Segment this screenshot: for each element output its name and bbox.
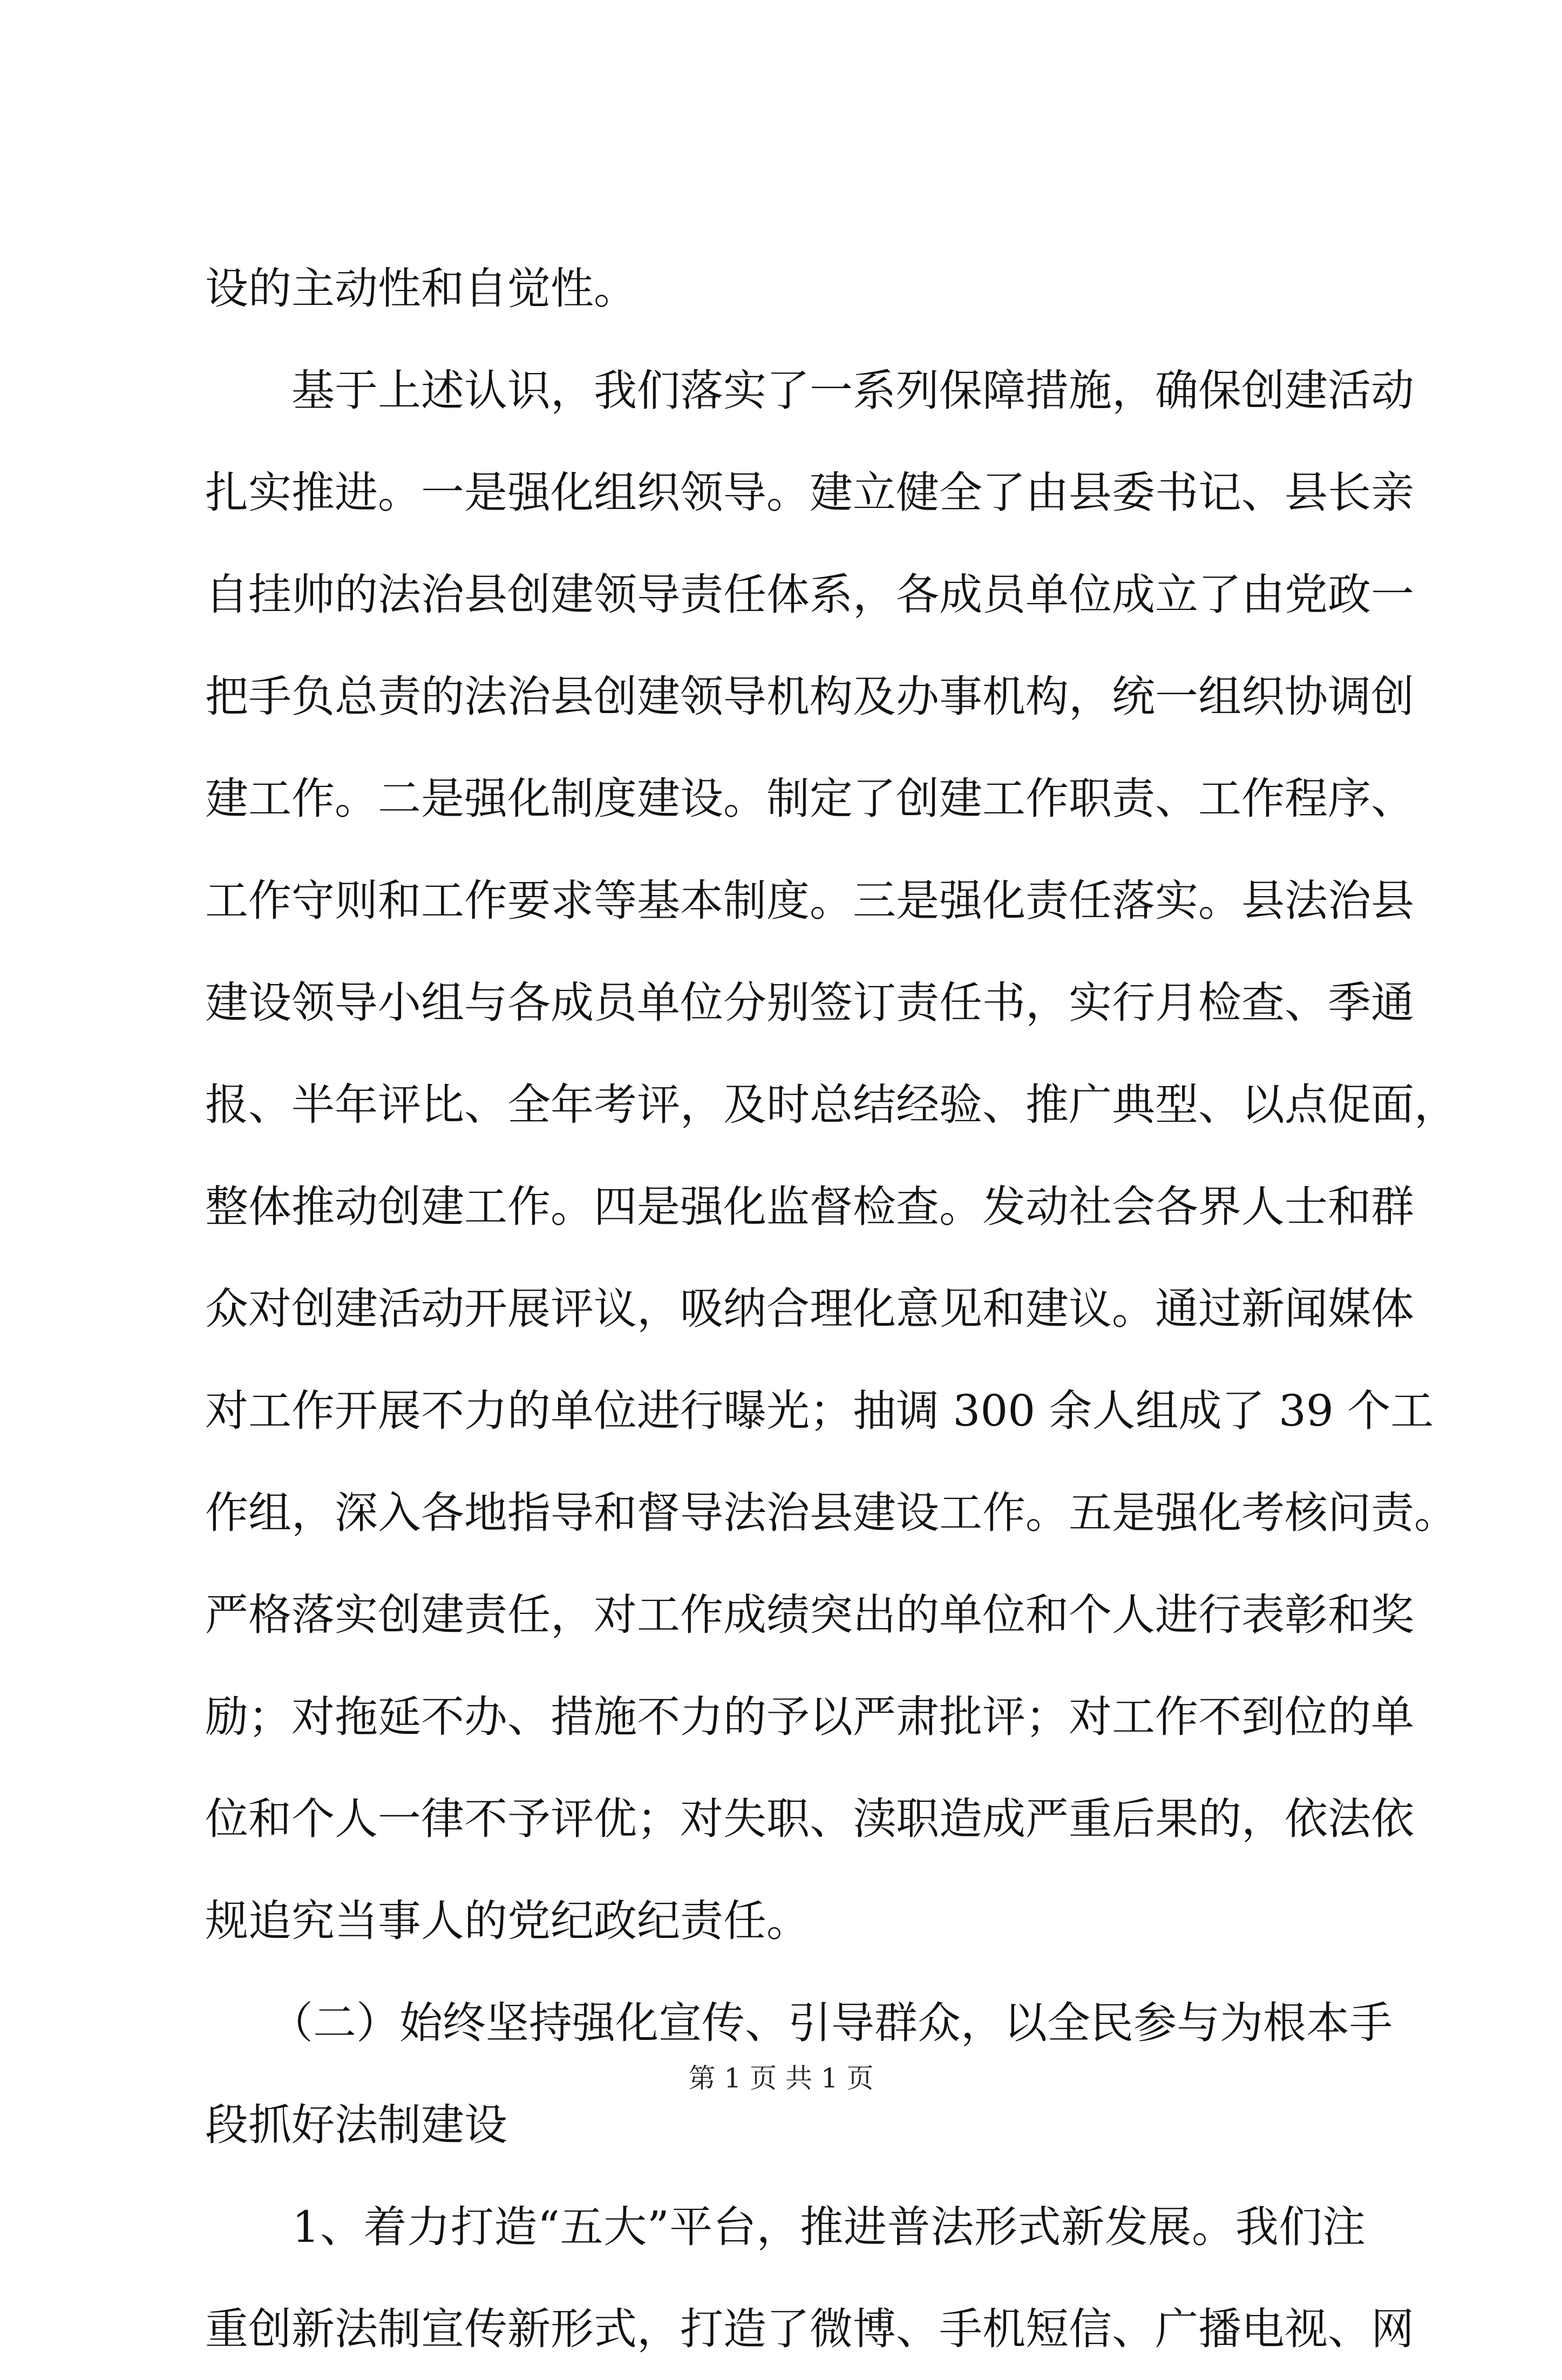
text-line: 对工作开展不力的单位进行曝光；抽调 300 余人组成了 39 个工 xyxy=(205,1386,1434,1436)
text-line: 励；对拖延不办、措施不力的予以严肃批评；对工作不到位的单 xyxy=(205,1692,1414,1742)
text-line: 严格落实创建责任，对工作成绩突出的单位和个人进行表彰和奖 xyxy=(205,1590,1414,1640)
text-line: （二）始终坚持强化宣传、引导群众，以全民参与为根本手 xyxy=(205,1998,1393,2048)
text-line: 工作守则和工作要求等基本制度。三是强化责任落实。县法治县 xyxy=(205,876,1414,926)
text-line: 设的主动性和自觉性。 xyxy=(205,263,637,314)
text-line: 规追究当事人的党纪政纪责任。 xyxy=(205,1896,810,1946)
text-line: 位和个人一律不予评优；对失职、渎职造成严重后果的，依法依 xyxy=(205,1794,1414,1844)
text-line: 基于上述认识，我们落实了一系列保障措施，确保创建活动 xyxy=(205,365,1414,416)
text-line: 作组，深入各地指导和督导法治县建设工作。五是强化考核问责。 xyxy=(205,1488,1457,1538)
text-line: 建工作。二是强化制度建设。制定了创建工作职责、工作程序、 xyxy=(205,774,1414,824)
body-text xyxy=(205,238,1457,2380)
text-line: 重创新法制宣传新形式，打造了微博、手机短信、广播电视、网 xyxy=(205,2304,1414,2354)
text-line: 建设领导小组与各成员单位分别签订责任书，实行月检查、季通 xyxy=(205,978,1414,1028)
page-footer: 第 1 页 共 1 页 xyxy=(688,2063,874,2094)
text-line: 把手负总责的法治县创建领导机构及办事机构，统一组织协调创 xyxy=(205,672,1414,722)
text-line: 整体推动创建工作。四是强化监督检查。发动社会各界人士和群 xyxy=(205,1182,1414,1232)
text-line: 扎实推进。一是强化组织领导。建立健全了由县委书记、县长亲 xyxy=(205,467,1414,518)
text-line: 众对创建活动开展评议，吸纳合理化意见和建议。通过新闻媒体 xyxy=(205,1284,1414,1334)
text-line: 段抓好法制建设 xyxy=(205,2100,507,2150)
text-line: 自挂帅的法治县创建领导责任体系，各成员单位成立了由党政一 xyxy=(205,569,1414,620)
text-line: 1、着力打造“五大”平台，推进普法形式新发展。我们注 xyxy=(205,2202,1366,2252)
text-line: 报、半年评比、全年考评，及时总结经验、推广典型、以点促面， xyxy=(205,1080,1457,1130)
